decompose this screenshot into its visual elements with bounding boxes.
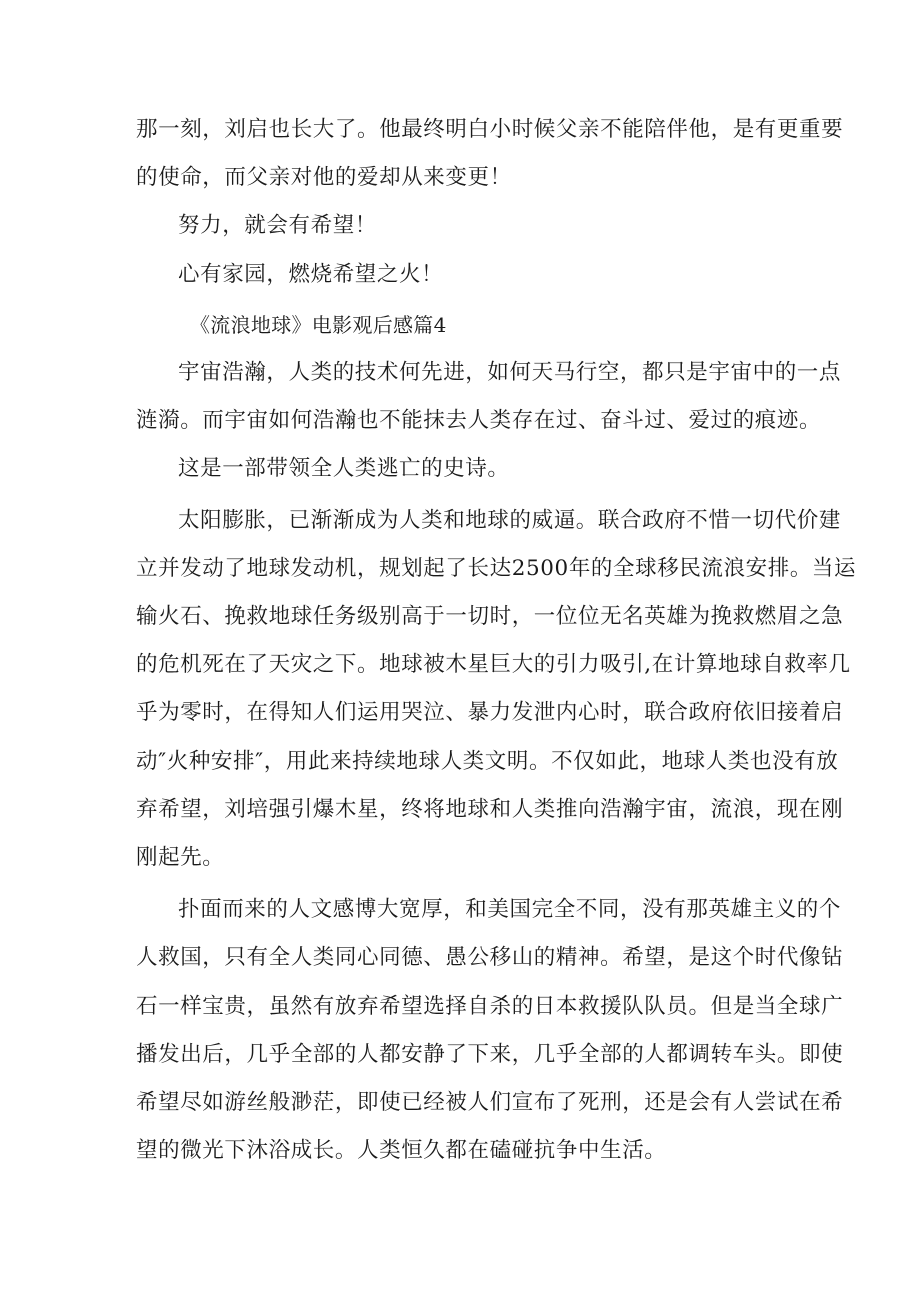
paragraph-line: 宇宙浩瀚，人类的技术何先进，如何天马行空，都只是宇宙中的一点 xyxy=(178,360,842,385)
paragraph-line: 扑面而来的人文感博大宽厚，和美国完全不同，没有那英雄主义的个 xyxy=(178,897,842,922)
section-heading: 《流浪地球》电影观后感篇4 xyxy=(190,313,447,337)
paragraph-line: 人救国，只有全人类同心同德、愚公移山的精神。希望，是这个时代像钻 xyxy=(136,945,844,970)
paragraph-line: 弃希望，刘培强引爆木星，终将地球和人类推向浩瀚宇宙，流浪，现在刚 xyxy=(136,797,844,822)
paragraph-line: 这是一部带领全人类逃亡的史诗。 xyxy=(178,456,510,481)
paragraph-line: 望的微光下沐浴成长。人类恒久都在磕碰抗争中生活。 xyxy=(136,1138,667,1163)
paragraph-line: 那一刻，刘启也长大了。他最终明白小时候父亲不能陪伴他，是有更重要 xyxy=(136,117,844,142)
paragraph-line: 刚起先。 xyxy=(136,845,225,870)
paragraph-line: 播发出后，几乎全部的人都安静了下来，几乎全部的人都调转车头。即使 xyxy=(136,1042,844,1067)
paragraph-line: 的使命，而父亲对他的爱却从来变更！ xyxy=(136,165,512,190)
paragraph-line: 的危机死在了天灾之下。地球被木星巨大的引力吸引,在计算地球自救率几 xyxy=(136,652,851,677)
paragraph-line: 立并发动了地球发动机，规划起了长达2500年的全球移民流浪安排。当运 xyxy=(136,556,857,581)
paragraph-line: 希望尽如游丝般渺茫，即使已经被人们宣布了死刑，还是会有人尝试在希 xyxy=(136,1090,844,1115)
paragraph-line: 乎为零时，在得知人们运用哭泣、暴力发泄内心时，联合政府依旧接着启 xyxy=(136,700,844,725)
paragraph-line: 输火石、挽救地球任务级别高于一切时，一位位无名英雄为挽救燃眉之急 xyxy=(136,604,844,629)
paragraph-line: 涟漪。而宇宙如何浩瀚也不能抹去人类存在过、奋斗过、爱过的痕迹。 xyxy=(136,408,822,433)
paragraph-line: 努力，就会有希望！ xyxy=(178,213,377,238)
paragraph-line: 动″火种安排″，用此来持续地球人类文明。不仅如此，地球人类也没有放 xyxy=(136,749,839,774)
paragraph-line: 太阳膨胀，已渐渐成为人类和地球的威逼。联合政府不惜一切代价建 xyxy=(178,508,842,533)
paragraph-line: 心有家园，燃烧希望之火！ xyxy=(178,262,444,287)
paragraph-line: 石一样宝贵，虽然有放弃希望选择自杀的日本救援队队员。但是当全球广 xyxy=(136,994,844,1019)
